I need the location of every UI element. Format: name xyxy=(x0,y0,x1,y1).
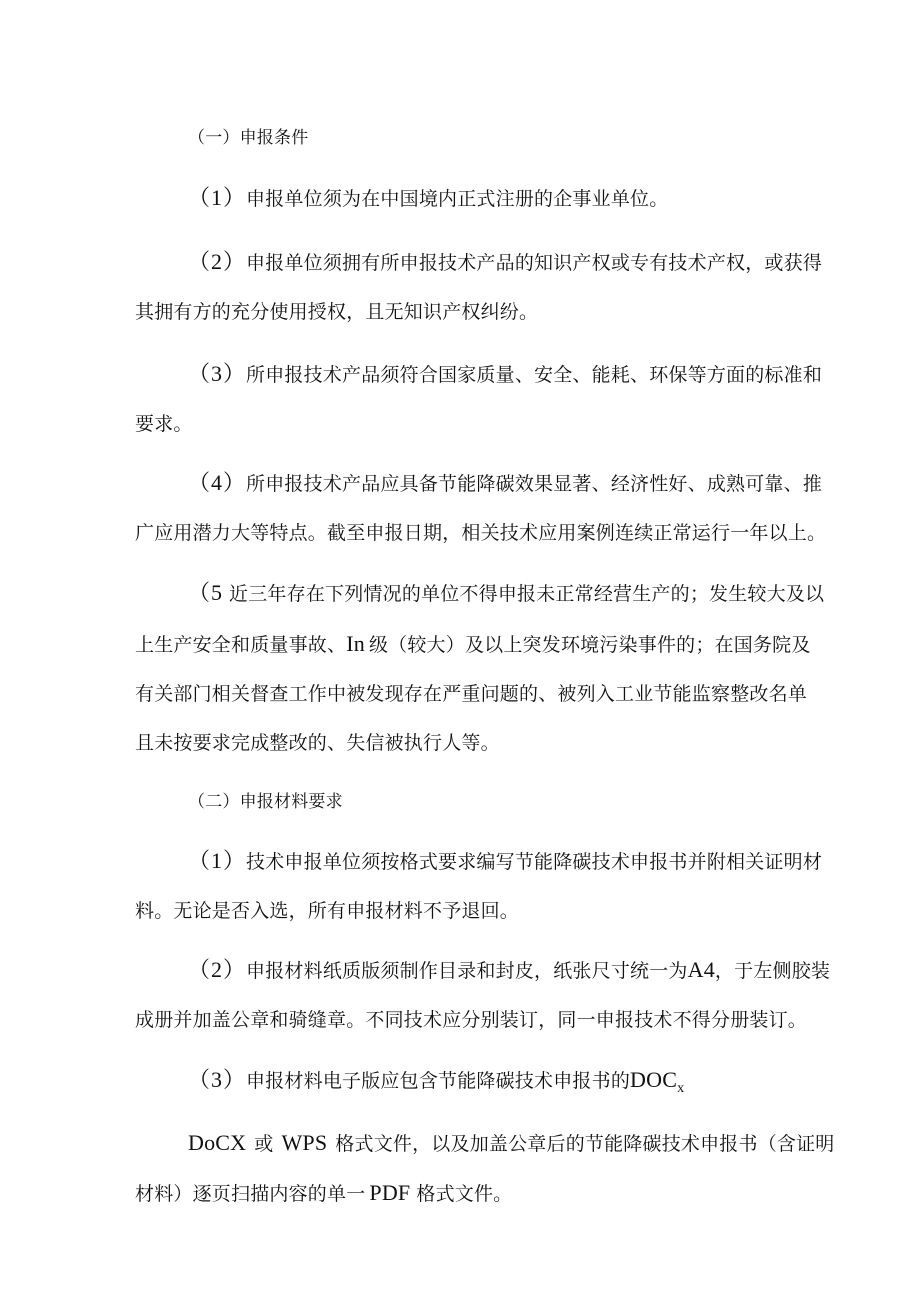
item-number: （4） xyxy=(188,470,247,495)
paragraph-line xyxy=(188,1067,684,1097)
latin-text: DOC xyxy=(630,1067,678,1092)
paragraph-line xyxy=(188,249,822,276)
paragraph-text: 所申报技术产品须符合国家质量、安全、能耗、环保等方面的标准和 xyxy=(246,364,823,386)
paragraph-text: 技术申报单位须按格式要求编写节能降碳技术申报书并附相关证明材 xyxy=(246,851,823,873)
paragraph-text: 上生产安全和质量事故、 xyxy=(135,634,347,656)
paragraph-line xyxy=(188,470,822,497)
paragraph-line xyxy=(188,848,822,875)
paragraph-text: 成册并加盖公章和骑缝章。不同技术应分别装订，同一申报技术不得分册装订。 xyxy=(135,1009,808,1031)
paragraph-line xyxy=(188,361,822,388)
paragraph xyxy=(188,185,668,212)
latin-text: In xyxy=(346,631,365,656)
paragraph-text: 级（较大）及以上突发环境污染事件的；在国务院及 xyxy=(368,634,811,656)
paragraph-text: 或 xyxy=(254,1133,274,1155)
item-number: （2） xyxy=(188,957,247,982)
paragraph-line xyxy=(188,957,830,984)
paragraph-text: 申报单位须拥有所申报技术产品的知识产权或专有技术产权，或获得 xyxy=(246,252,823,274)
item-number: （3） xyxy=(188,1067,247,1092)
paragraph-line xyxy=(135,1007,807,1033)
latin-text: DoCX xyxy=(188,1130,247,1155)
latin-text: WPS xyxy=(281,1130,328,1155)
section-heading xyxy=(188,125,308,151)
paragraph-text: 其拥有方的充分使用授权，且无知识产权纠纷。 xyxy=(135,301,539,323)
latin-text: PDF xyxy=(369,1180,411,1205)
paragraph-line xyxy=(135,299,538,325)
paragraph-line xyxy=(135,520,826,546)
paragraph-line xyxy=(135,730,500,756)
latin-text: A4 xyxy=(687,957,715,982)
paragraph-text: 所申报技术产品应具备节能降碳效果显著、经济性好、成熟可靠、推 xyxy=(246,473,823,495)
subscript-text: x xyxy=(677,1081,685,1096)
paragraph-text: 申报材料纸质版须制作目录和封皮，纸张尺寸统一为 xyxy=(246,960,688,982)
paragraph-text: 材料）逐页扫描内容的单一 xyxy=(135,1183,366,1205)
item-number: （1） xyxy=(188,185,247,210)
paragraph-text: 广应用潜力大等特点。截至申报日期，相关技术应用案例连续正常运行一年以上。 xyxy=(135,522,827,544)
section-heading xyxy=(188,789,343,815)
item-number: （1） xyxy=(188,848,247,873)
paragraph-text: 近三年存在下列情况的单位不得申报未正常经营生产的；发生较大及以 xyxy=(229,583,825,605)
paragraph-line xyxy=(188,1130,835,1157)
paragraph-line xyxy=(135,898,519,924)
item-number: （3） xyxy=(188,361,247,386)
paragraph-line xyxy=(135,681,807,707)
paragraph-line xyxy=(135,1180,512,1207)
paragraph-text: 且未按要求完成整改的、失信被执行人等。 xyxy=(135,732,500,754)
section-1-heading: （一）申报条件 xyxy=(188,128,309,148)
paragraph-text: 申报材料电子版应包含节能降碳技术申报书的 xyxy=(246,1070,631,1092)
paragraph-text: 有关部门相关督查工作中被发现存在严重问题的、被列入工业节能监察整改名单 xyxy=(135,683,808,705)
paragraph-text: 格式文件。 xyxy=(416,1183,513,1205)
paragraph-line xyxy=(135,631,811,658)
paragraph-line xyxy=(135,411,193,437)
section-2-heading: （二）申报材料要求 xyxy=(188,792,343,812)
item-number: （5 xyxy=(188,580,224,605)
paragraph-text: 申报单位须为在中国境内正式注册的企事业单位。 xyxy=(246,188,669,210)
paragraph-text: ，于左侧胶装 xyxy=(714,960,831,982)
paragraph-text: 要求。 xyxy=(135,413,193,435)
paragraph-text: 料。无论是否入选，所有申报材料不予退回。 xyxy=(135,900,520,922)
item-number: （2） xyxy=(188,249,247,274)
paragraph-text: 格式文件，以及加盖公章后的节能降碳技术申报书（含证明 xyxy=(335,1133,835,1155)
paragraph-line xyxy=(188,580,824,607)
